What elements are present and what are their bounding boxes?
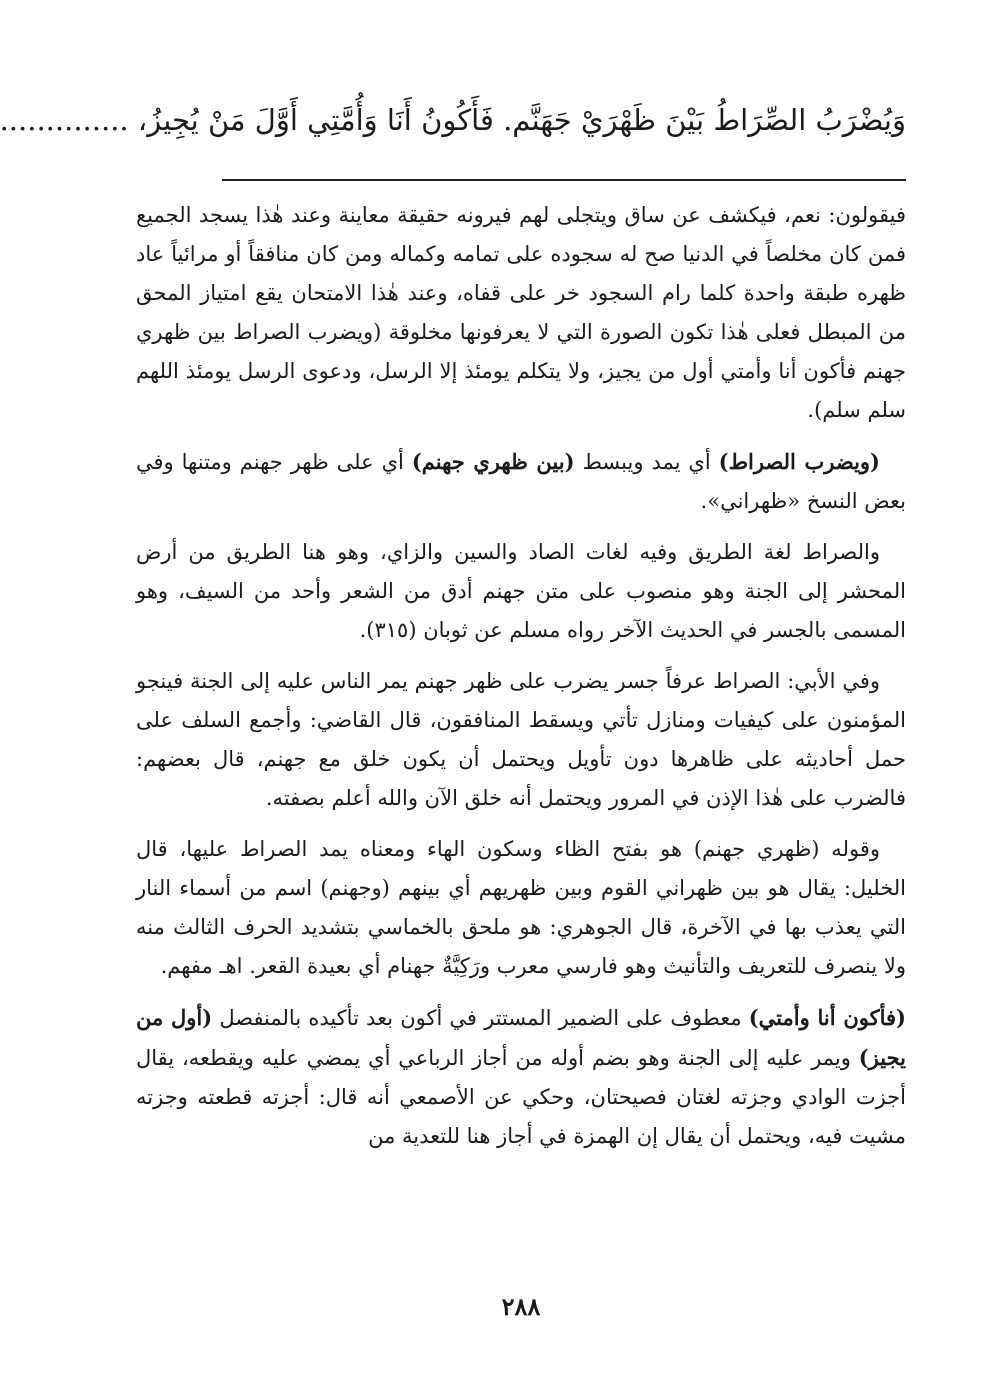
paragraph (136, 830, 906, 986)
paragraph-text: وفي الأبي: الصراط عرفاً جسر يضرب على ظهر جهنم يمر الناس عليه إلى الجنة فينجو المؤمنون على كيفيات ومنازل تأتي ويسقط المنافقون، قال القاضي: وأجمع السلف على حمل أحاديثه على ظاهرها دون تأويل ويحتمل أن يكون خلق مع جهنم، قال بعضهم: فالضرب على هٰذا الإذن في المرور ويحتمل أنه خلق الآن والله أعلم بصفته. (136, 669, 907, 810)
bold-term: (ويضرب الصراط) (718, 449, 880, 474)
hadith-text-line: وَيُضْرَبُ الصِّرَاطُ بَيْنَ ظَهْرَيْ جَهَنَّم. فَأَكُونُ أَنَا وَأُمَّتِي أَوَّلَ مَنْ يُجِيزُ، .............. (0, 103, 906, 137)
paragraph-text: وقوله (ظهري جهنم) هو بفتح الظاء وسكون الهاء ومعناه يمد الصراط عليها، قال الخليل: يقال هو بين ظهراني القوم وبين ظهريهم أي بينهم (وجهنم) اسم من أسماء النار التي يعذب بها في الآخرة، قال الجوهري: هو ملحق بالخماسي بتشديد الحرف الثالث منه ولا ينصرف للتعريف والتأنيث وهو فارسي معرب ورَكِيَّةٌ جهنام أي بعيدة القعر. اهـ مفهم. (136, 837, 906, 978)
separator-rule (222, 179, 906, 181)
paragraph-text: معطوف على الضمير المستتر في أكون بعد تأكيده بالمنفصل (212, 1006, 749, 1030)
paragraph-text: فيقولون: نعم، فيكشف عن ساق ويتجلى لهم فيرونه حقيقة معاينة وعند هٰذا يسجد الجميع فمن كان مخلصاً في الدنيا صح له سجوده على تمامه وكماله ومن كان منافقاً أو مرائياً عاد ظهره طبقة واحدة كلما رام السجود خر على قفاه، وعند هٰذا الامتحان يقع امتياز المحق من المبطل فعلى هٰذا تكون الصورة التي لا يعرفونها مخلوقة (ويضرب الصراط بين ظهري جهنم فأكون أنا وأمتي أول من يجيز، ولا يتكلم يومئذ إلا الرسل، ودعوى الرسل يومئذ اللهم سلم سلم). (136, 203, 906, 422)
paragraph-text: أي يمد ويبسط (574, 450, 719, 474)
bold-term: (بين ظهري جهنم) (411, 449, 575, 474)
paragraph-text: والصراط لغة الطريق وفيه لغات الصاد والسين والزاي، وهو هنا الطريق من أرض المحشر إلى الجنة وهو منصوب على متن جهنم أدق من الشعر وأحد من السيف، وهو المسمى بالجسر في الحديث الآخر رواه مسلم عن ثوبان (٣١٥). (136, 540, 906, 642)
paragraph (136, 998, 906, 1156)
bold-term: (أول من يجيز) (136, 1005, 906, 1070)
commentary-body (136, 196, 906, 1168)
bold-term: (فأكون أنا وأمتي) (748, 1005, 906, 1030)
page-number: ٢٨٨ (501, 1292, 541, 1321)
paragraph (136, 533, 906, 650)
paragraph (136, 662, 906, 818)
paragraph-text: أي على ظهر جهنم ومتنها وفي بعض النسخ «ظهراني». (136, 450, 906, 513)
paragraph (136, 442, 906, 521)
paragraph (136, 196, 906, 430)
paragraph-text: ويمر عليه إلى الجنة وهو بضم أوله من أجاز الرباعي أي يمضي عليه ويقطعه، يقال أجزت الوادي وجزته لغتان فصيحتان، وحكي عن الأصمعي أنه قال: أجزته قطعته وجزته مشيت فيه، ويحتمل أن يقال إن الهمزة في أجاز هنا للتعدية من (136, 1046, 906, 1148)
